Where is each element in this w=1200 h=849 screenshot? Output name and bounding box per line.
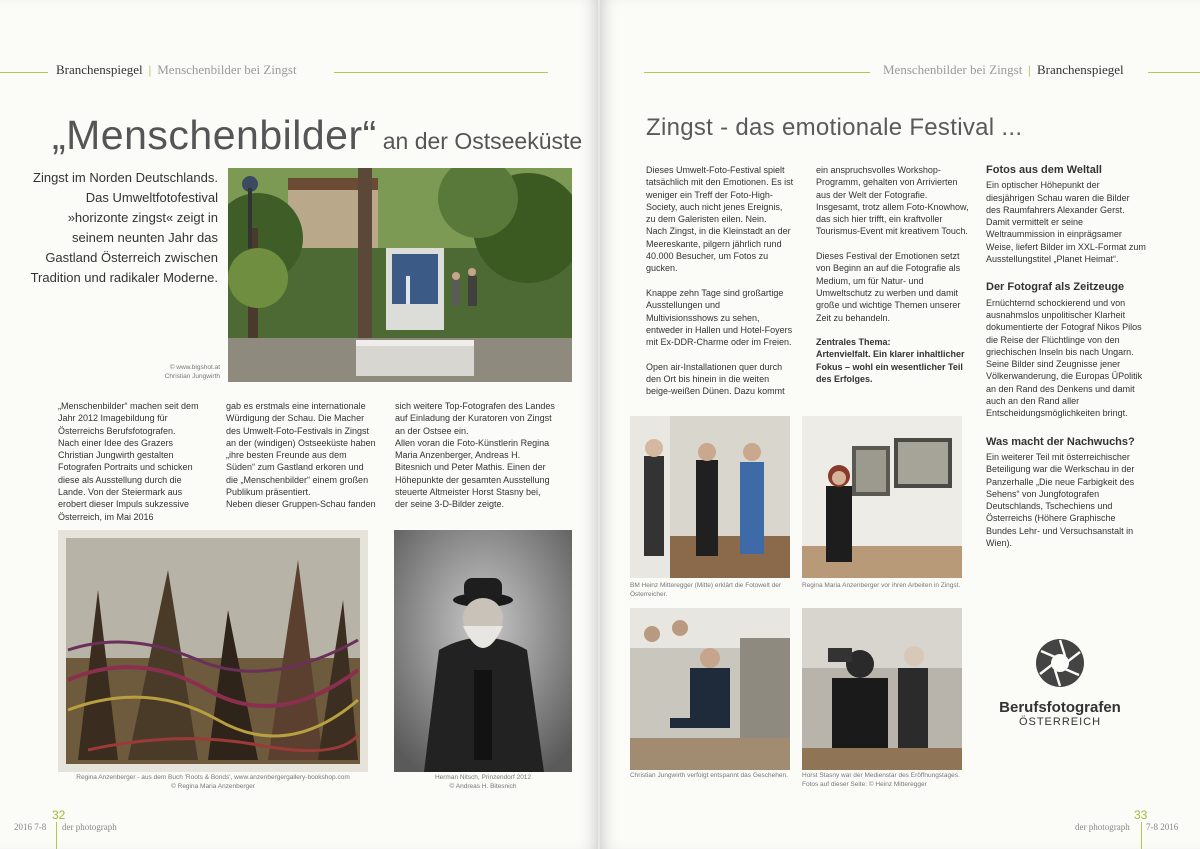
folio-magazine: der photograph <box>62 822 117 832</box>
body-column-3: sich weitere Top-Fotografen des Landes auf Einladung der Kuratoren von Zingst an der Ostsee ein. Allen voran die Foto-Künstlerin Regina Maria Anzenberger, Andreas H. Bitesnich und Peter Mathis. Einen der Höhepunkte der gesamten Ausstellung steuerte Altmeister Horst Stasny bei, der seine 3-D-Bilder zeigte. <box>395 401 555 510</box>
folio-rule <box>1141 822 1142 849</box>
caption-anzenberger: Regina Maria Anzenberger vor ihren Arbeiten in Zingst. <box>802 582 961 589</box>
article-title: Zingst - das emotionale Festival ... <box>646 114 1023 141</box>
title-main: „Menschenbilder“ <box>52 112 377 158</box>
running-header: Menschenbilder bei Zingst | Branchenspiegel <box>883 62 1124 77</box>
hero-photo-credit: © www.bigshot.at Christian Jungwirth <box>164 364 220 380</box>
body-column-3: Fotos aus dem Weltall Ein optischer Höhepunkt der diesjährigen Schau waren die Bilder des Raumfahrers Alexander Gerst. Damit vermittelt er seine Weltraummission in einprägsamer Weise, liefert Bilder im XXL-Format zum Ausstellungstitel „Planet Heimat“. Der Fotograf als Zeitzeuge Ernüchternd schockierend und von ausnahmslos unpolitischer Klarheit dokumentierte der Fotograf Nikos Pilos die Reise der Flüchtlinge von den griechischen Inseln bis nach Ungarn. Seine Bilder sind Zeugnisse jener Völkerwanderung, die Europas ÜPolitik an den Rand des Denkens und damit auch an den Rand aller Entscheidungsmöglichkeiten bringt. Was macht der Nachwuchs? Ein weiterer Teil mit österreichischer Beteiligung war die Werkschau in der Panzerhalle „Die neue Farbigkeit des Sehens“ von Jungfotografen Deutschlands, Tschechiens und Österreichs (Höhere Graphische Bundes Lehr- und Versuchsanstalt in Wien). <box>986 164 1146 549</box>
article-title <box>52 112 582 159</box>
hero-photo <box>228 168 572 382</box>
photo-anzenberger <box>802 416 962 578</box>
folio-rule <box>56 822 57 849</box>
subhead-zeitzeuge: Der Fotograf als Zeitzeuge <box>986 281 1125 294</box>
artwork-roots-photo <box>58 530 368 772</box>
header-rule-right <box>1148 72 1200 73</box>
left-page <box>0 0 598 849</box>
body-column-1: „Menschenbilder“ machen seit dem Jahr 2012 Imagebildung für Österreichs Berufsfotografen. Nach einer Idee des Grazers Christian Jungwirth gestalten Fotografen Portraits und schicken diese als Ausstellung durch die Lande. Von der Steiermark aus erobert dieser Impuls sukzessive Österreich, im Mai 2016 <box>58 401 199 522</box>
folio-magazine: der photograph <box>1075 822 1130 832</box>
body-column-2: ein anspruchsvolles Workshop-Programm, gehalten von Arrivierten aus der Welt der Fotografie. Insgesamt, trotz allem Foto-Knowhow, das sich hier trifft, ein kraftvoller Tourismus-Event mit kreativem Touch. Dieses Festival der Emotionen setzt von Beginn an auf die Fotografie als Medium, um für Natur- und Umweltschutz zu werben und damit große und wichtige Themen unserer Zeit zu behandeln. Zentrales Thema: Artenvielfalt. Ein klarer inhaltlicher Fokus – wohl ein wesentlicher Teil des Erfolges. <box>816 165 969 385</box>
caption-stasny: Horst Stasny war der Medienstar des Eröffnungstages. Fotos auf dieser Seite: © Heinz Mitteregger <box>802 772 960 788</box>
body-column-1: Dieses Umwelt-Foto-Festival spielt tatsächlich mit den Emotionen. Es ist weniger ein Treff der Foto-High-Society, auch nicht jenes Ereignis, zu dem Galeristen eilen. Nein. Nach Zingst, in die Kleinstadt an der Meereskante, pilgern jährlich rund 40.000 Besucher, um Fotos zu gucken. Knappe zehn Tage sind großartige Ausstellungen und Multivisionsshows zu sehen, entweder in Hallen und Hotel-Foyers mit Ex-DDR-Charme oder im Freien. Open air-Installationen quer durch den Ort bis hinein in die weiten beige-weißen Dünen. Dazu kommt <box>646 165 794 397</box>
subsection-label: Menschenbilder bei Zingst <box>157 62 297 77</box>
header-rule-right <box>334 72 548 73</box>
subsection-label: Menschenbilder bei Zingst <box>883 62 1023 77</box>
portrait-nitsch-photo <box>394 530 572 772</box>
page-number: 33 <box>1134 808 1148 822</box>
header-rule-left <box>0 72 48 73</box>
body-column-2: gab es erstmals eine internationale Würdigung der Schau. Die Macher des Umwelt-Foto-Festivals in Zingst an der (windigen) Ostseeküste haben „ihre besten Freunde aus dem Süden“ zum Gastland erkoren und die „Menschenbilder“ einem großen Publikum präsentiert. Neben dieser Gruppen-Schau fanden <box>226 401 376 510</box>
subhead-nachwuchs: Was macht der Nachwuchs? <box>986 435 1135 448</box>
photo-jungwirth <box>630 608 790 770</box>
portrait-nitsch-caption: Herman Nitsch, Prinzendorf 2012 © Andreas H. Bitesnich <box>434 774 532 790</box>
logo-name: Berufsfotografen <box>999 699 1121 716</box>
caption-jungwirth: Christian Jungwirth verfolgt entspannt das Geschehen. <box>630 772 788 779</box>
caption-mitteregger: BM Heinz Mitteregger (Mitte) erklärt die Fotowelt der Österreicher. <box>630 582 781 598</box>
running-header: Branchenspiegel | Menschenbilder bei Zingst <box>56 62 297 77</box>
title-tail: an der Ostseeküste <box>382 128 583 154</box>
header-rule-left <box>644 72 870 73</box>
lead-paragraph: Zingst im Norden Deutschlands. Das Umweltfotofestival »horizonte zingst« zeigt in seinem neunten Jahr das Gastland Österreich zwischen Tradition und radikaler Moderne. <box>30 170 218 285</box>
page-number: 32 <box>52 808 66 822</box>
artwork-roots-caption: Regina Anzenberger - aus dem Buch 'Roots & Bonds', www.anzenbergergallery-bookshop.com © Regina Maria Anzenberger <box>76 774 350 790</box>
folio-issue: 2016 7-8 <box>14 822 47 832</box>
photo-mitteregger <box>630 416 790 578</box>
section-label: Branchenspiegel <box>1036 62 1124 77</box>
section-label: Branchenspiegel <box>56 62 143 77</box>
subhead-weltall: Fotos aus dem Weltall <box>986 164 1102 176</box>
berufsfotografen-logo <box>998 638 1122 728</box>
right-page <box>600 0 1200 849</box>
folio-issue: 7-8 2016 <box>1146 822 1179 832</box>
logo-sub: ÖSTERREICH <box>1018 716 1102 728</box>
aperture-icon <box>1035 638 1085 688</box>
photo-stasny <box>802 608 962 770</box>
